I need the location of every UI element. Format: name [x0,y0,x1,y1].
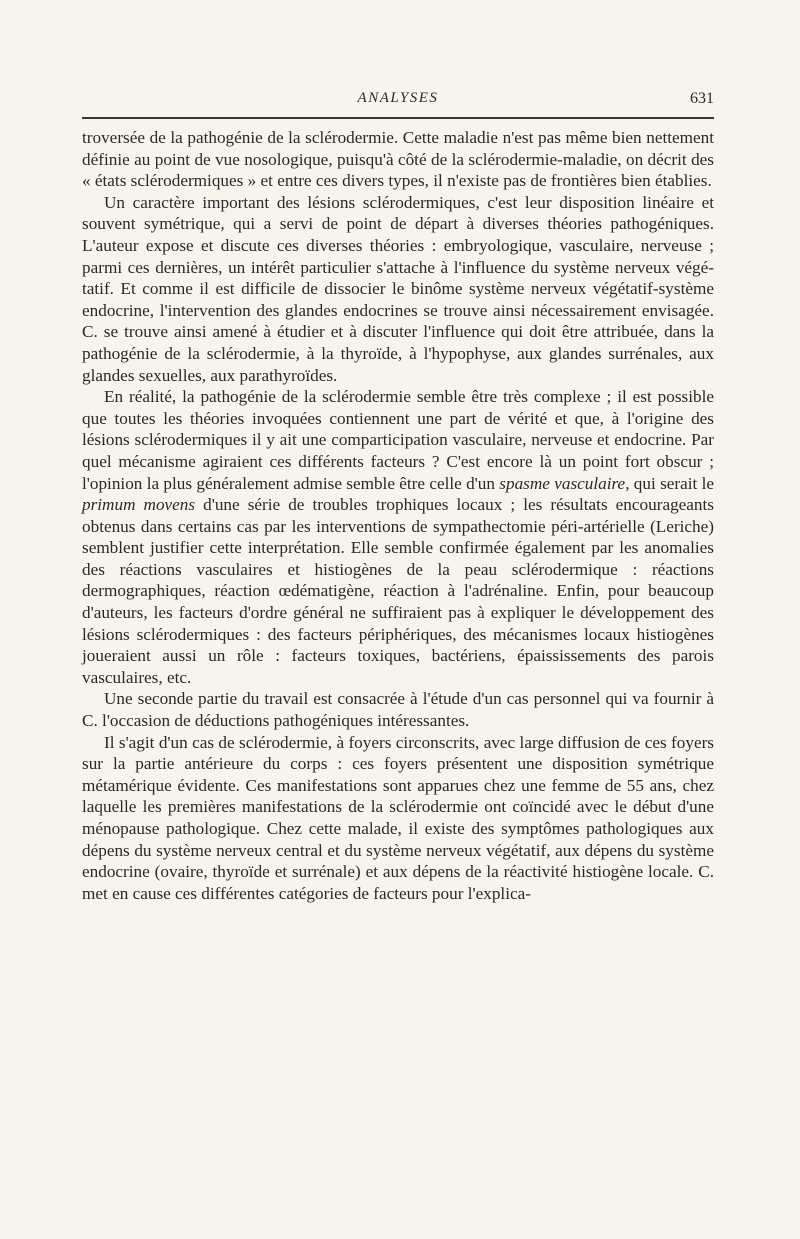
section-title: ANALYSES [357,90,439,106]
text-run: Il s'agit d'un cas de sclérodermie, à foyers circonscrits, avec large diffusion de ces foyers sur la partie antérieure du corps : ces foyers présentent une disposition symétrique métamérique évidente. Ces manifestations sont apparues chez une femme de 55 ans, chez laquelle les premières manifestations de la sclérodermie ont coïncidé avec le début d'une ménopause pathologique. Chez cette malade, il existe des symptômes pathologiques aux dépens du système nerveux central et du système nerveux végétatif, aux dépens du système endocrine (ovaire, thyroïde et surrénale) et aux dépens de la réactivité histiogène locale. C. met en cause ces différentes catégories de facteurs pour l'explica- [82,732,714,903]
paragraph [82,732,714,905]
paragraph [82,386,714,688]
paragraph [82,688,714,731]
text-run: Un caractère important des lésions sclérodermiques, c'est leur disposition linéaire et souvent symétrique, qui a servi de point de départ à diverses théories pathogéniques. L'auteur expose et discute ces diverses théories : embryologique, vasculaire, nerveuse ; parmi ces dernières, un intérêt particulier s'attache à l'influence du système nerveux végétatif. Et comme il est difficile de dissocier le binôme système nerveux végétatif-système endocrine, l'intervention des glandes endocrines se trouve ainsi nécessairement envisagée. C. se trouve ainsi amené à étudier et à discuter l'influence qui doit être attribuée, dans la pathogénie de la sclérodermie, à la thyroïde, à l'hypophyse, aux glandes surrénales, aux glandes sexuelles, aux parathyroïdes. [82,192,714,385]
header-rule [82,117,714,119]
text-run: d'une série de troubles trophiques locaux ; les résultats encourageants obtenus dans certains cas par les interventions de sympathectomie péri-artérielle (Leriche) semblent justifier cette interprétation. Elle semble confirmée également par les anomalies des réactions vasculaires et histiogènes de la peau sclérodermique : réactions dermographiques, réaction œdématigène, réaction à l'adrénaline. Enfin, pour beaucoup d'auteurs, les facteurs d'ordre général ne suffiraient pas à expliquer le développement des lésions sclérodermiques : des facteurs périphériques, des mécanismes locaux histiogènes joueraient aussi un rôle : facteurs toxiques, bactériens, épaississements des parois vasculaires, etc. [82,495,714,687]
body-text [82,127,714,904]
text-run: En réalité, la pathogénie de la sclérodermie semble être très complexe ; il est possible que toutes les théories invoquées contiennent une part de vérité et que, à l'origine des lésions sclérodermiques il y ait une comparticipation vasculaire, nerveuse et endocrine. Par quel mécanisme agiraient ces différents facteurs ? C'est encore là un point fort obscur ; l'opinion la plus généralement admise semble être celle d'un [82,387,714,493]
text-run: troversée de la pathogénie de la sclérodermie. Cette maladie n'est pas même bien nettement définie au point de vue nosologique, puisqu'à côté de la sclérodermie-maladie, on décrit des « états sclérodermiques » et entre ces divers types, il n'existe pas de frontières bien établies. [82,128,714,191]
italic-term: primum movens [82,495,196,515]
paragraph [82,192,714,386]
paragraph [82,127,714,192]
page-number: 631 [690,90,714,107]
italic-term: spasme vasculaire [499,473,626,493]
running-head [82,88,714,114]
page [82,88,714,904]
text-run: , qui serait le [625,473,715,493]
text-run: Une seconde partie du travail est consacrée à l'étude d'un cas personnel qui va fournir à C. l'occasion de déductions pathogéniques intéressantes. [82,689,714,731]
